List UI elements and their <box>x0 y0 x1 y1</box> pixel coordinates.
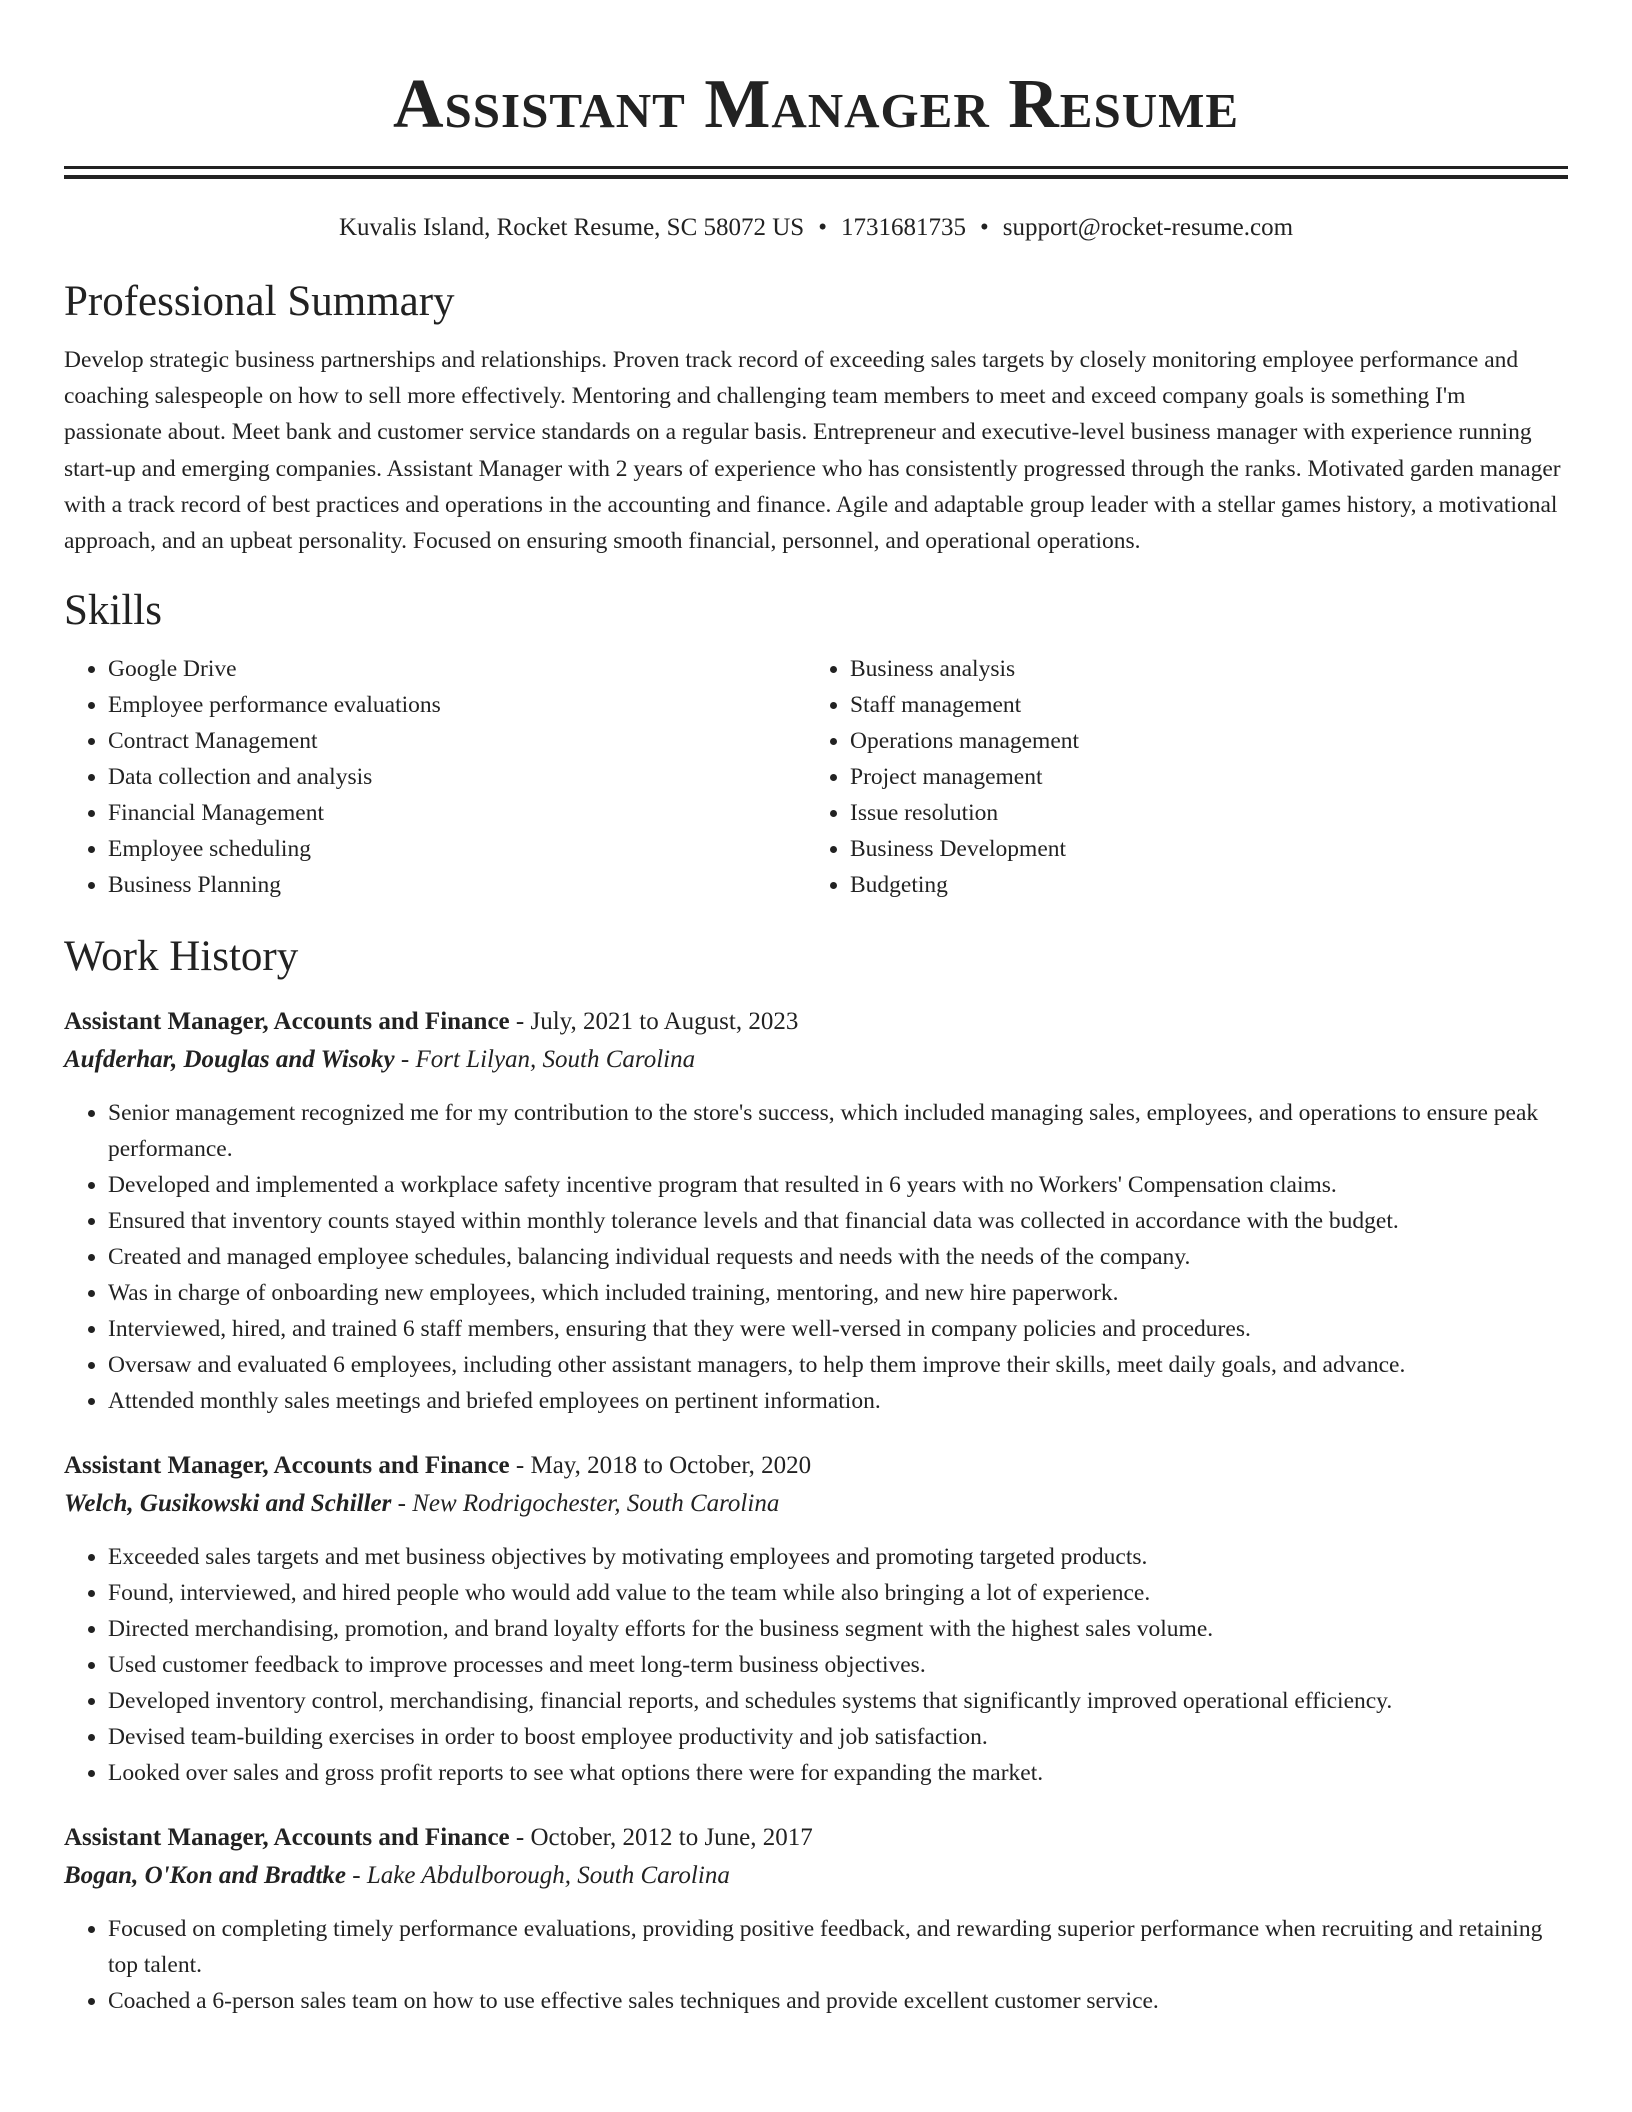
job-entry <box>64 1819 1568 2019</box>
job-bullet: • Focused on completing timely performance evaluations, providing positive feedback, and rewarding superior performance when recruiting and retaining top talent. <box>108 1911 1568 1983</box>
job-title-line <box>64 1003 1568 1041</box>
contact-separator: • <box>979 214 989 241</box>
skill-item: • Data collection and analysis <box>108 759 806 795</box>
job-bullet: • Was in charge of onboarding new employees, which included training, mentoring, and new hire paperwork. <box>108 1275 1568 1311</box>
company-location: - Fort Lilyan, South Carolina <box>394 1046 696 1074</box>
job-entry <box>64 1447 1568 1791</box>
skill-item: • Business analysis <box>850 651 1548 687</box>
job-title: Assistant Manager, Accounts and Finance <box>64 1452 510 1480</box>
skill-item: • Staff management <box>850 687 1548 723</box>
company-name: Welch, Gusikowski and Schiller <box>64 1490 392 1518</box>
skills-columns <box>64 651 1568 903</box>
skill-item: • Project management <box>850 759 1548 795</box>
job-title: Assistant Manager, Accounts and Finance <box>64 1008 510 1036</box>
company-line <box>64 1485 1568 1523</box>
job-bullet: • Created and managed employee schedules, balancing individual requests and needs with the needs of the company. <box>108 1239 1568 1275</box>
job-bullet: • Looked over sales and gross profit reports to see what options there were for expanding the market. <box>108 1755 1568 1791</box>
skill-item: • Google Drive <box>108 651 806 687</box>
job-bullet: • Used customer feedback to improve processes and meet long-term business objectives. <box>108 1647 1568 1683</box>
job-bullet: • Ensured that inventory counts stayed within monthly tolerance levels and that financial data was collected in accordance with the budget. <box>108 1203 1568 1239</box>
contact-address: Kuvalis Island, Rocket Resume, SC 58072 US <box>338 214 805 241</box>
job-bullets <box>64 1095 1568 1419</box>
job-bullet: • Attended monthly sales meetings and briefed employees on pertinent information. <box>108 1383 1568 1419</box>
title-rule-top <box>64 166 1568 169</box>
company-location: - New Rodrigochester, South Carolina <box>391 1490 780 1518</box>
job-bullet: • Coached a 6-person sales team on how to use effective sales techniques and provide excellent customer service. <box>108 1983 1568 2019</box>
skill-item: • Business Development <box>850 831 1548 867</box>
job-dates: - October, 2012 to June, 2017 <box>509 1824 813 1852</box>
job-bullet: • Found, interviewed, and hired people who would add value to the team while also bringing a lot of experience. <box>108 1575 1568 1611</box>
skills-section <box>64 585 1568 903</box>
skill-item: • Business Planning <box>108 867 806 903</box>
company-line <box>64 1041 1568 1079</box>
contact-separator: • <box>818 214 827 241</box>
job-bullet: • Interviewed, hired, and trained 6 staff members, ensuring that they were well-versed in company policies and procedures. <box>108 1311 1568 1347</box>
job-bullet: • Directed merchandising, promotion, and brand loyalty efforts for the business segment with the highest sales volume. <box>108 1611 1568 1647</box>
skill-item: • Employee scheduling <box>108 831 806 867</box>
contact-email: support@rocket-resume.com <box>1002 214 1294 241</box>
job-entry <box>64 1003 1568 1419</box>
job-dates: - May, 2018 to October, 2020 <box>509 1452 812 1480</box>
skill-item: • Operations management <box>850 723 1548 759</box>
company-location: - Lake Abdulborough, South Carolina <box>346 1862 730 1890</box>
skills-list-left <box>64 651 806 903</box>
skills-heading: Skills <box>64 587 162 635</box>
job-bullet: • Devised team-building exercises in order to boost employee productivity and job satisfaction. <box>108 1719 1568 1755</box>
company-name: Aufderhar, Douglas and Wisoky <box>64 1046 395 1074</box>
job-title-line <box>64 1819 1568 1857</box>
job-bullet: • Oversaw and evaluated 6 employees, including other assistant managers, to help them improve their skills, meet daily goals, and advance. <box>108 1347 1568 1383</box>
company-name: Bogan, O'Kon and Bradtke <box>64 1862 347 1890</box>
job-bullet: • Senior management recognized me for my contribution to the store's success, which included managing sales, employees, and operations to ensure peak performance. <box>108 1095 1568 1167</box>
job-bullet: • Exceeded sales targets and met business objectives by motivating employees and promoting targeted products. <box>108 1539 1568 1575</box>
summary-heading: Professional Summary <box>64 278 455 325</box>
job-title-line <box>64 1447 1568 1485</box>
skill-item: • Issue resolution <box>850 795 1548 831</box>
resume-title: Assistant Manager Resume <box>392 66 1240 143</box>
company-line <box>64 1857 1568 1895</box>
job-bullets <box>64 1539 1568 1791</box>
skill-item: • Budgeting <box>850 867 1548 903</box>
job-bullets <box>64 1911 1568 2019</box>
work-history-section <box>64 931 1568 2019</box>
summary-section <box>64 276 1568 559</box>
contact-phone: 1731681735 <box>840 214 966 241</box>
job-title: Assistant Manager, Accounts and Finance <box>64 1824 510 1852</box>
job-dates: - July, 2021 to August, 2023 <box>509 1008 799 1036</box>
skill-item: • Contract Management <box>108 723 806 759</box>
skills-list-right <box>806 651 1548 903</box>
title-rule-bottom <box>64 175 1568 179</box>
skill-item: • Financial Management <box>108 795 806 831</box>
job-bullet: • Developed inventory control, merchandising, financial reports, and schedules systems that significantly improved operational efficiency. <box>108 1683 1568 1719</box>
job-bullet: • Developed and implemented a workplace safety incentive program that resulted in 6 years with no Workers' Compensation claims. <box>108 1167 1568 1203</box>
work-history-heading: Work History <box>64 933 299 981</box>
skill-item: • Employee performance evaluations <box>108 687 806 723</box>
contact-line <box>64 212 1568 244</box>
summary-text: Develop strategic business partnerships and relationships. Proven track record of exceeding sales targets by closely monitoring employee performance and coaching salespeople on how to sell more effectively. Mentoring and challenging team members to meet and exceed company goals is something I'm passionate about. Meet bank and customer service standards on a regular basis. Entrepreneur and executive-level business manager with experience running start-up and emerging companies. Assistant Manager with 2 years of experience who has consistently progressed through the ranks. Motivated garden manager with a track record of best practices and operations in the accounting and finance. Agile and adaptable group leader with a stellar games history, a motivational approach, and an upbeat personality. Focused on ensuring smooth financial, personnel, and operational operations. <box>64 347 1561 555</box>
